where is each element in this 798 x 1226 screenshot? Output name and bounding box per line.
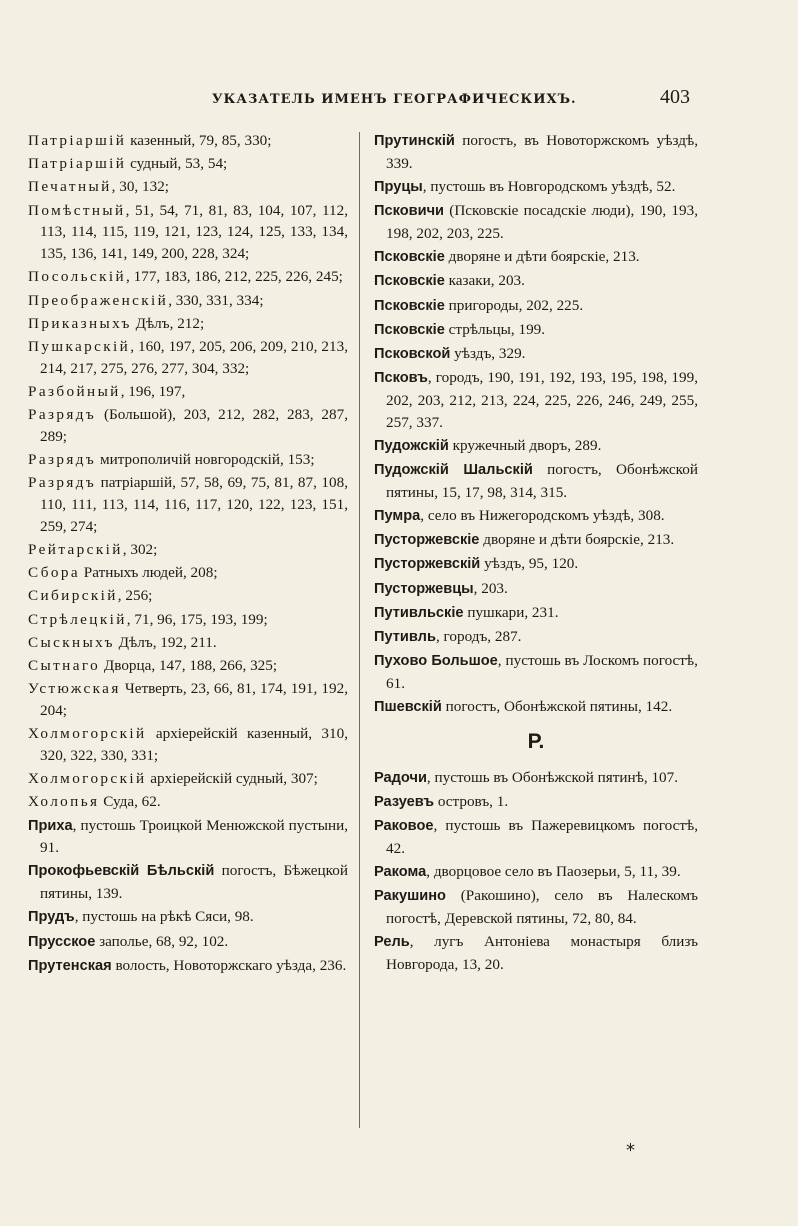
entry-headword: Путивль: [374, 628, 436, 645]
entry-headword: Прокофьевскій Бѣльскій: [28, 863, 215, 880]
index-entry: [28, 585, 348, 607]
entry-headword: Разуевъ: [374, 793, 435, 810]
entry-text: , 51, 54, 71, 81, 83, 104, 107, 112, 113, 114, 115, 119, 121, 123, 124, 125, 133, 134, 135, 136, 141, 149, 200, 228, 324;: [40, 201, 348, 263]
section-letter-heading: Р.: [527, 729, 545, 753]
entry-text: волость, Новоторжскаго уѣзда, 236.: [111, 956, 347, 974]
index-entry: [374, 626, 698, 649]
entry-headword: Пусторжевцы: [374, 580, 474, 597]
entry-text: , 302;: [122, 541, 158, 559]
entry-text: , село въ Нижегородскомъ уѣздѣ, 308.: [420, 507, 665, 525]
entry-headword: Псковской: [374, 345, 451, 362]
index-entry: [28, 562, 348, 584]
entry-text: , 160, 197, 205, 206, 209, 210, 213, 214, 217, 275, 276, 277, 304, 332;: [40, 337, 348, 377]
entry-headword: Псковскіе: [374, 249, 445, 266]
index-entry: [28, 931, 348, 954]
index-entry: [28, 404, 348, 448]
entry-text: , городъ, 190, 191, 192, 193, 195, 198, 199, 202, 203, 212, 213, 224, 225, 226, 246, 249, 255, 257, 337.: [386, 369, 698, 431]
header-title: УКАЗАТЕЛЬ ИМЕНЪ ГЕОГРАФИЧЕСКИХЪ.: [212, 92, 577, 107]
index-entry: [374, 578, 698, 601]
entry-text: , дворцовое село въ Паозерьи, 5, 11, 39.: [426, 863, 681, 881]
entry-text: погостъ, Обонѣжской пятины, 15, 17, 98, 314, 315.: [386, 461, 698, 501]
entry-text: погостъ, въ Новоторжскомъ уѣздѣ, 339.: [386, 132, 698, 172]
index-entry: [374, 435, 698, 458]
index-entry: [374, 200, 698, 245]
entry-headword: Пусторжевскій: [374, 556, 481, 573]
p-entries: [374, 130, 698, 719]
entry-headword: Преображенскій: [28, 291, 169, 309]
r-entries: [374, 767, 698, 976]
index-entry: [28, 153, 348, 175]
entry-headword: Сибирскій: [28, 587, 118, 605]
entry-headword: Разрядъ: [28, 406, 97, 424]
entry-text: , 71, 96, 175, 193, 199;: [126, 610, 268, 628]
entry-headword: Патріаршій: [28, 155, 127, 173]
index-entry: [374, 791, 698, 814]
entry-headword: Прутинскій: [374, 133, 455, 149]
entry-text: Дворца, 147, 188, 266, 325;: [100, 656, 278, 674]
index-entry: [374, 130, 698, 175]
entry-text: митрополичій новгородскій, 153;: [96, 451, 315, 469]
entry-text: дворяне и дѣти боярскіе, 213.: [479, 531, 675, 549]
entry-headword: Ракома: [374, 864, 427, 881]
entry-headword: Рейтарскій: [28, 541, 123, 559]
entry-text: , городъ, 287.: [435, 627, 522, 645]
entry-text: Суда, 62.: [99, 793, 161, 811]
entry-headword: Устюжская: [28, 680, 121, 698]
index-entry: [28, 655, 348, 677]
entry-headword: Разрядъ: [28, 474, 97, 492]
entry-headword: Пудожскій Шальскій: [374, 462, 533, 479]
entry-headword: Приказныхъ: [28, 314, 132, 332]
index-entry: [374, 931, 698, 976]
entry-text: кружечный дворъ, 289.: [448, 436, 602, 454]
entry-headword: Прусское: [28, 933, 96, 950]
entry-headword: Приха: [28, 817, 73, 834]
entry-text: уѣздъ, 329.: [450, 344, 526, 362]
index-entry: [374, 529, 698, 552]
entry-text: казенный, 79, 85, 330;: [126, 132, 272, 149]
entry-text: Четверть, 23, 66, 81, 174, 191, 192, 204;: [40, 680, 348, 719]
index-entry: [28, 860, 348, 905]
entry-headword: Патріаршій: [28, 132, 127, 149]
entry-headword: Рель: [374, 934, 410, 951]
running-header: [0, 86, 798, 116]
entry-headword: Прудъ: [28, 909, 75, 926]
index-entry: [374, 602, 698, 625]
entry-headword: Печатный: [28, 178, 112, 196]
entry-text: Дѣлъ, 192, 211.: [114, 633, 217, 651]
right-column: [374, 130, 698, 977]
entry-headword: Разбойный: [28, 382, 121, 400]
index-entry: [374, 459, 698, 504]
entry-text: , пустошь въ Новгородскомъ уѣздѣ, 52.: [422, 177, 676, 195]
entry-text: , 203.: [473, 579, 508, 597]
index-entry: [374, 295, 698, 318]
index-entry: [28, 906, 348, 929]
entry-text: Ратныхъ людей, 208;: [79, 564, 218, 582]
entry-text: (Псковскіе посадскіе люди), 190, 193, 198, 202, 203, 225.: [386, 202, 698, 242]
index-entry: [28, 313, 348, 335]
entry-headword: Раковое: [374, 818, 434, 835]
entry-text: , 196, 197,: [120, 382, 186, 400]
index-entry: [374, 885, 698, 930]
entry-text: погостъ, Обонѣжской пятины, 142.: [441, 698, 673, 716]
index-entry: [374, 815, 698, 860]
column-divider: [359, 132, 360, 1128]
entry-text: дворяне и дѣти боярскіе, 213.: [444, 248, 640, 266]
index-entry: [374, 270, 698, 293]
entry-headword: Посольскій: [28, 268, 127, 286]
entry-headword: Псковскіе: [374, 273, 445, 290]
index-entry: [28, 768, 348, 790]
index-entry: [28, 539, 348, 561]
entry-text: , пустошь на рѣкѣ Сяси, 98.: [74, 908, 254, 926]
index-entry: [374, 246, 698, 269]
entry-text: патріаршій, 57, 58, 69, 75, 81, 87, 108, 110, 111, 113, 114, 116, 117, 120, 122, 123, 151, 259, 274;: [40, 474, 348, 535]
index-entry: [28, 955, 348, 978]
entry-headword: Псковъ: [374, 370, 428, 387]
entry-headword: Пусторжевскіе: [374, 532, 480, 549]
entry-headword: Стрѣлецкій: [28, 610, 127, 628]
entry-text: пушкари, 231.: [463, 603, 559, 621]
index-entry: [28, 130, 348, 152]
entry-text: , пустошь Троицкой Менюжской пустыни, 91.: [40, 816, 348, 857]
entry-headword: Холопья: [28, 793, 100, 811]
index-entry: [374, 367, 698, 433]
end-mark: *: [626, 1140, 635, 1161]
entry-text: (Ракошино), село въ Налескомъ погостѣ, Деревской пятины, 72, 80, 84.: [386, 887, 698, 928]
entry-text: островъ, 1.: [434, 792, 509, 810]
index-entry: [28, 336, 348, 380]
entry-headword: Путивльскіе: [374, 604, 464, 621]
entry-headword: Сбора: [28, 564, 80, 582]
page-number: 403: [660, 86, 690, 108]
index-entry: [28, 791, 348, 813]
entry-text: судный, 53, 54;: [126, 155, 228, 173]
index-entry: [28, 290, 348, 312]
entry-headword: Сытнаго: [28, 656, 101, 674]
entry-text: заполье, 68, 92, 102.: [95, 932, 229, 950]
entry-headword: Пухово Большое: [374, 653, 498, 670]
entry-text: , пустошь въ Обонѣжской пятинѣ, 107.: [426, 768, 679, 786]
entry-headword: Разрядъ: [28, 451, 97, 469]
entry-headword: Холмогорскій: [28, 770, 147, 788]
index-entry: [28, 176, 348, 198]
entry-text: , 30, 132;: [111, 178, 170, 196]
entry-text: , 177, 183, 186, 212, 225, 226, 245;: [126, 268, 343, 286]
entry-text: , 256;: [117, 587, 153, 605]
index-entry: [28, 449, 348, 471]
index-entry: [28, 381, 348, 403]
entry-text: уѣздъ, 95, 120.: [480, 555, 579, 573]
index-entry: [374, 696, 698, 719]
entry-headword: Пушкарскій: [28, 337, 131, 355]
index-entry: [374, 650, 698, 695]
entry-headword: Помѣстный: [28, 201, 126, 219]
index-entry: [374, 343, 698, 366]
entry-text: стрѣльцы, 199.: [444, 320, 546, 338]
index-entry: [374, 861, 698, 884]
index-entry: [374, 767, 698, 790]
entry-headword: Псковскіе: [374, 321, 445, 338]
entry-text: , пустошь въ Пажеревицкомъ погостѣ, 42.: [386, 817, 698, 857]
entry-text: , лугъ Антоніева монастыря близъ Новгорода, 13, 20.: [386, 933, 698, 974]
entry-headword: Холмогорскій: [28, 725, 147, 743]
index-entry: [28, 200, 348, 265]
index-entry: [28, 609, 348, 631]
index-entry: [374, 176, 698, 199]
entry-headword: Прутенская: [28, 957, 112, 974]
entry-headword: Пумра: [374, 508, 421, 525]
entry-headword: Ракушино: [374, 888, 446, 905]
entry-text: архіерейскій казенный, 310, 320, 322, 330, 331;: [40, 725, 348, 764]
entry-text: архіерейскій судный, 307;: [146, 770, 318, 788]
entry-text: погостъ, Бѣжецкой пятины, 139.: [40, 862, 349, 903]
entry-text: , 330, 331, 334;: [168, 291, 264, 309]
index-entry: [374, 553, 698, 576]
entry-headword: Пруцы: [374, 178, 423, 195]
entry-text: , пустошь въ Лоскомъ погостѣ, 61.: [386, 652, 698, 692]
entry-text: пригороды, 202, 225.: [444, 296, 584, 314]
entry-text: (Большой), 203, 212, 282, 283, 287, 289;: [40, 406, 348, 445]
entry-headword: Псковичи: [374, 203, 445, 220]
index-entry: [28, 815, 348, 860]
index-entry: [28, 632, 348, 654]
entry-headword: Сыскныхъ: [28, 633, 115, 651]
index-entry: [28, 472, 348, 537]
entry-headword: Псковскіе: [374, 297, 445, 314]
left-column: [28, 130, 348, 979]
index-entry: [28, 678, 348, 722]
entry-text: казаки, 203.: [444, 272, 525, 290]
index-entry: [28, 266, 348, 288]
index-entry: [28, 723, 348, 767]
entry-headword: Радочи: [374, 769, 427, 786]
entry-headword: Пудожскій: [374, 437, 449, 454]
index-entry: [374, 505, 698, 528]
entry-text: Дѣлъ, 212;: [131, 314, 205, 332]
entry-headword: Пшевскій: [374, 699, 442, 716]
index-entry: [374, 319, 698, 342]
